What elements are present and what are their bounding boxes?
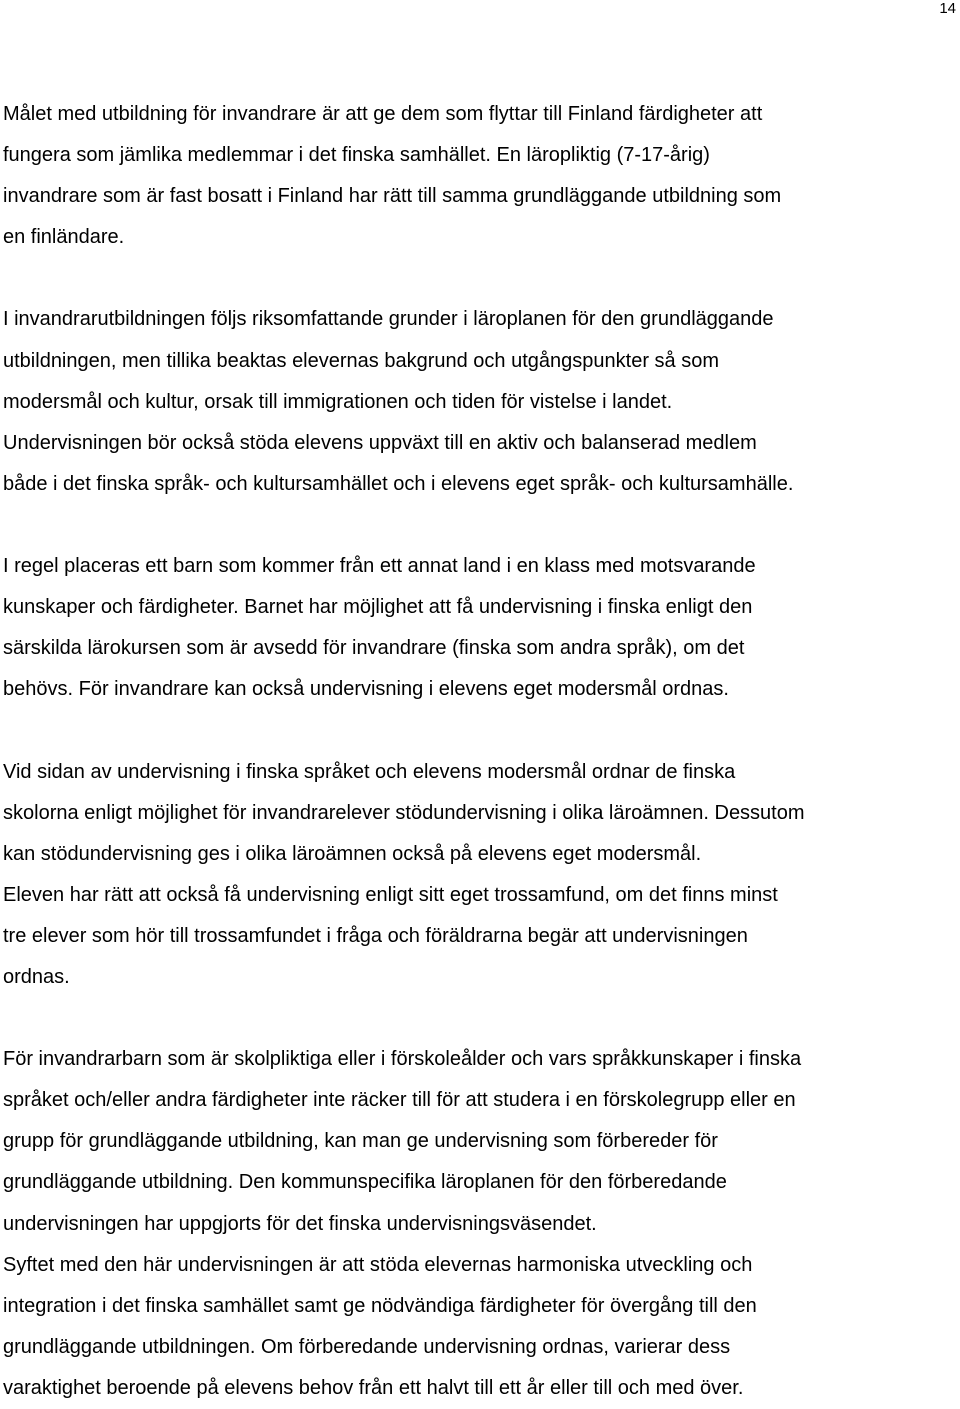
text-line: behövs. För invandrare kan också undervisning i elevens eget modersmål ordnas. xyxy=(3,678,729,701)
text-line: utbildningen, men tillika beaktas elevernas bakgrund och utgångspunkter så som xyxy=(3,349,719,372)
text-line: både i det finska språk- och kultursamhället och i elevens eget språk- och kultursamhälle. xyxy=(3,472,794,495)
text-line: tre elever som hör till trossamfundet i fråga och föräldrarna begär att undervisningen xyxy=(3,924,748,947)
text-line: språket och/eller andra färdigheter inte räcker till för att studera i en förskolegrupp eller en xyxy=(3,1089,796,1112)
text-line: I regel placeras ett barn som kommer från ett annat land i en klass med motsvarande xyxy=(3,555,756,578)
text-line: Vid sidan av undervisning i finska språket och elevens modersmål ordnar de finska xyxy=(3,760,736,783)
text-line: grundläggande utbildning. Den kommunspecifika läroplanen för den förberedande xyxy=(3,1171,727,1194)
text-line: fungera som jämlika medlemmar i det finska samhället. En läropliktig (7-17-årig) xyxy=(3,144,710,167)
text-line: Eleven har rätt att också få undervisning enligt sitt eget trossamfund, om det finns minst xyxy=(3,883,778,906)
paragraph xyxy=(3,299,953,504)
document-body xyxy=(3,94,953,1409)
text-line: Syftet med den här undervisningen är att stöda elevernas harmoniska utveckling och xyxy=(3,1253,753,1276)
text-line: grupp för grundläggande utbildning, kan man ge undervisning som förbereder för xyxy=(3,1130,718,1153)
text-line: särskilda lärokursen som är avsedd för invandrare (finska som andra språk), om det xyxy=(3,637,745,660)
paragraph-spacer xyxy=(3,998,953,1039)
paragraph xyxy=(3,752,953,999)
text-line: invandrare som är fast bosatt i Finland har rätt till samma grundläggande utbildning som xyxy=(3,185,782,208)
text-line: I invandrarutbildningen följs riksomfattande grunder i läroplanen för den grundläggande xyxy=(3,308,774,331)
text-line: skolorna enligt möjlighet för invandrarelever stödundervisning i olika läroämnen. Dessutom xyxy=(3,801,805,824)
text-line: modersmål och kultur, orsak till immigrationen och tiden för vistelse i landet. xyxy=(3,390,673,413)
text-line: kunskaper och färdigheter. Barnet har möjlighet att få undervisning i finska enligt den xyxy=(3,596,753,619)
paragraph xyxy=(3,1039,953,1409)
text-line: grundläggande utbildningen. Om förberedande undervisning ordnas, varierar dess xyxy=(3,1335,731,1358)
paragraph-spacer xyxy=(3,505,953,546)
text-line: ordnas. xyxy=(3,965,70,988)
text-line: kan stödundervisning ges i olika läroämnen också på elevens eget modersmål. xyxy=(3,842,702,865)
text-line: undervisningen har uppgjorts för det finska undervisningsväsendet. xyxy=(3,1212,597,1235)
paragraph-spacer xyxy=(3,710,953,751)
paragraph xyxy=(3,94,953,258)
text-line: integration i det finska samhället samt ge nödvändiga färdigheter för övergång till den xyxy=(3,1294,757,1317)
paragraph xyxy=(3,546,953,710)
text-line: Undervisningen bör också stöda elevens uppväxt till en aktiv och balanserad medlem xyxy=(3,431,757,454)
paragraph-spacer xyxy=(3,258,953,299)
text-line: Målet med utbildning för invandrare är att ge dem som flyttar till Finland färdigheter att xyxy=(3,103,763,125)
text-line: en finländare. xyxy=(3,226,125,249)
text-line: varaktighet beroende på elevens behov från ett halvt till ett år eller till och med över. xyxy=(3,1376,744,1399)
text-line: För invandrarbarn som är skolpliktiga eller i förskoleålder och vars språkkunskaper i finska xyxy=(3,1048,802,1071)
page-number: 14 xyxy=(939,0,956,17)
